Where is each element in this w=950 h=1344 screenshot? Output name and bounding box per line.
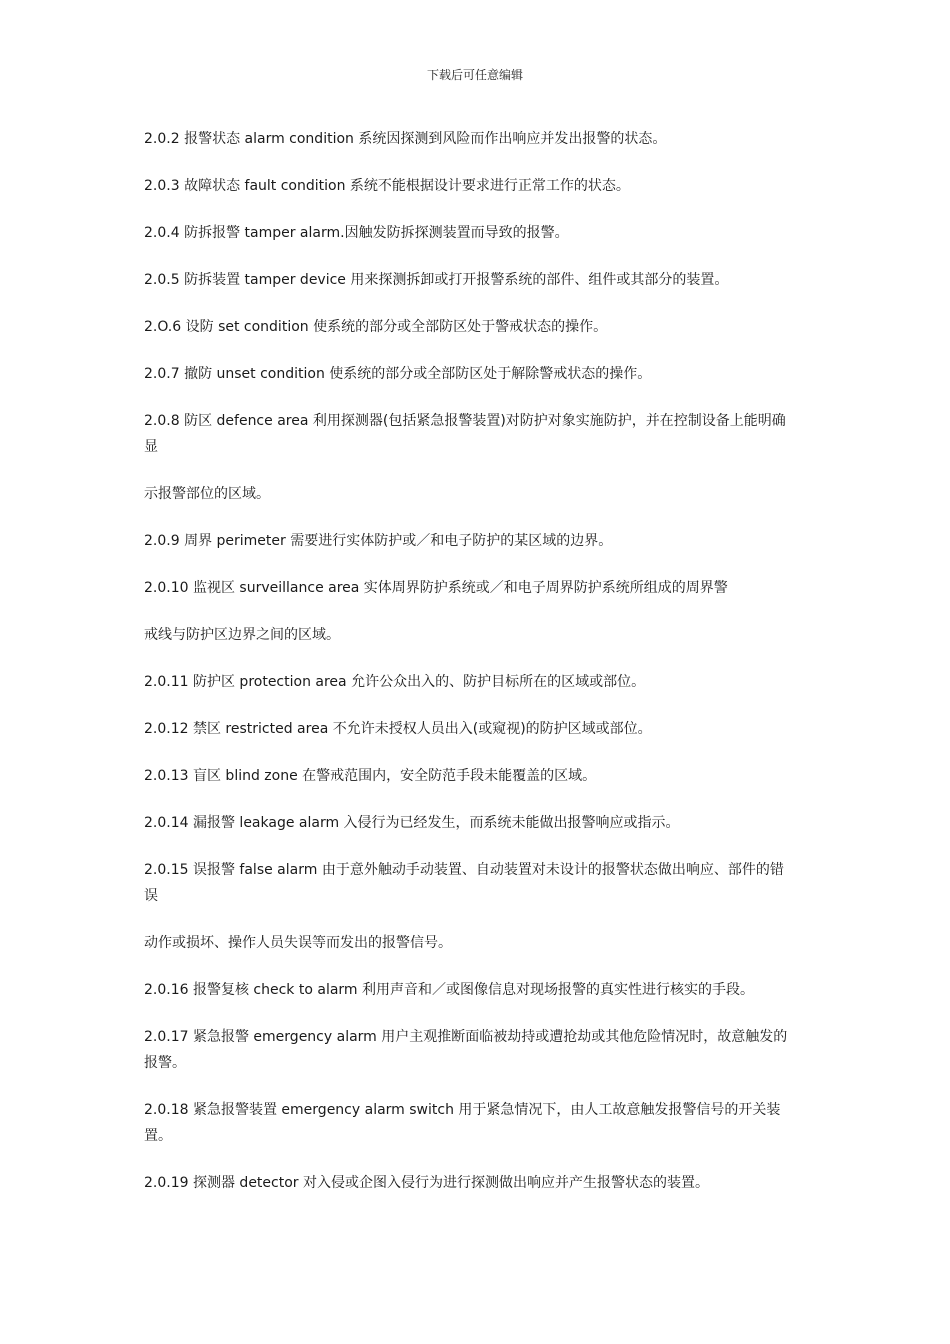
paragraph-line: 报警。 <box>144 1055 186 1071</box>
paragraph-line: 显 <box>144 439 158 455</box>
paragraph-2-0-9 <box>144 528 804 554</box>
paragraph-2-0-15-continued <box>144 930 804 956</box>
paragraph-2-0-7 <box>144 361 804 387</box>
paragraph-line: 2.0.11 防护区 protection area 允许公众出入的、防护目标所在的区域或部位。 <box>144 674 646 690</box>
paragraph-line: 示报警部位的区域。 <box>144 486 270 502</box>
paragraph-line: 置。 <box>144 1128 172 1144</box>
paragraph-line: 2.0.2 报警状态 alarm condition 系统因探测到风险而作出响应并发出报警的状态。 <box>144 131 667 147</box>
paragraph-2-0-14 <box>144 810 804 836</box>
paragraph-line: 2.0.17 紧急报警 emergency alarm 用户主观推断面临被劫持或遭抢劫或其他危险情况时，故意触发的 <box>144 1029 788 1045</box>
paragraph-line: 2.0.12 禁区 restricted area 不允许未授权人员出入(或窥视)的防护区域或部位。 <box>144 721 652 737</box>
paragraph-2-0-10-continued <box>144 622 804 648</box>
paragraph-line: 2.0.16 报警复核 check to alarm 利用声音和／或图像信息对现场报警的真实性进行核实的手段。 <box>144 982 755 998</box>
paragraph-2-0-4 <box>144 220 804 246</box>
paragraph-line: 2.O.6 设防 set condition 使系统的部分或全部防区处于警戒状态的操作。 <box>144 319 608 335</box>
paragraph-line: 2.0.15 误报警 false alarm 由于意外触动手动装置、自动装置对未设计的报警状态做出响应、部件的错 <box>144 862 784 878</box>
paragraph-2-0-15 <box>144 857 804 909</box>
paragraph-line: 2.0.3 故障状态 fault condition 系统不能根据设计要求进行正常工作的状态。 <box>144 178 630 194</box>
paragraph-2-0-13 <box>144 763 804 789</box>
paragraph-line: 动作或损坏、操作人员失误等而发出的报警信号。 <box>144 935 452 951</box>
paragraph-2-0-11 <box>144 669 804 695</box>
paragraph-2-0-3 <box>144 173 804 199</box>
paragraph-line: 2.0.19 探测器 detector 对入侵或企图入侵行为进行探测做出响应并产生报警状态的装置。 <box>144 1175 709 1191</box>
paragraph-line: 2.0.8 防区 defence area 利用探测器(包括紧急报警装置)对防护对象实施防护，并在控制设备上能明确 <box>144 413 786 429</box>
document-body <box>144 126 804 1217</box>
paragraph-2-0-19 <box>144 1170 804 1196</box>
paragraph-line: 2.0.14 漏报警 leakage alarm 入侵行为已经发生，而系统未能做出报警响应或指示。 <box>144 815 680 831</box>
paragraph-line: 2.0.18 紧急报警装置 emergency alarm switch 用于紧急情况下，由人工故意触发报警信号的开关装 <box>144 1102 781 1118</box>
paragraph-2-0-5 <box>144 267 804 293</box>
paragraph-2-0-17 <box>144 1024 804 1076</box>
paragraph-line: 2.0.10 监视区 surveillance area 实体周界防护系统或／和电子周界防护系统所组成的周界警 <box>144 580 728 596</box>
paragraph-2-0-12 <box>144 716 804 742</box>
paragraph-2-0-8-continued <box>144 481 804 507</box>
paragraph-line: 2.0.4 防拆报警 tamper alarm.因触发防拆探测装置而导致的报警。 <box>144 225 569 241</box>
paragraph-2-0-18 <box>144 1097 804 1149</box>
paragraph-line: 2.0.7 撤防 unset condition 使系统的部分或全部防区处于解除警戒状态的操作。 <box>144 366 652 382</box>
paragraph-line: 2.0.5 防拆装置 tamper device 用来探测拆卸或打开报警系统的部件、组件或其部分的装置。 <box>144 272 729 288</box>
paragraph-line: 戒线与防护区边界之间的区域。 <box>144 627 340 643</box>
page-header: 下载后可任意编辑 <box>426 68 523 82</box>
paragraph-2-0-8 <box>144 408 804 460</box>
paragraph-2-0-16 <box>144 977 804 1003</box>
paragraph-2-0-2 <box>144 126 804 152</box>
paragraph-line: 2.0.13 盲区 blind zone 在警戒范围内，安全防范手段未能覆盖的区域。 <box>144 768 597 784</box>
paragraph-2-0-10 <box>144 575 804 601</box>
paragraph-2-0-6 <box>144 314 804 340</box>
paragraph-line: 2.0.9 周界 perimeter 需要进行实体防护或／和电子防护的某区域的边界。 <box>144 533 613 549</box>
paragraph-line: 误 <box>144 888 158 904</box>
